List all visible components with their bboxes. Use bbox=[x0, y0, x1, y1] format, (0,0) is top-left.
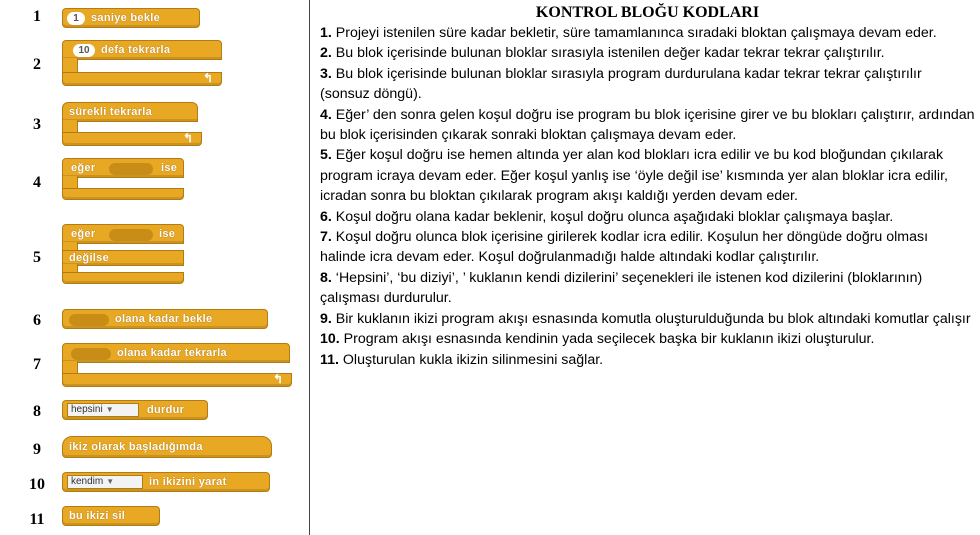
item-number: 2. bbox=[320, 45, 332, 62]
dropdown-value: kendim bbox=[71, 476, 104, 487]
repeat-block-foot bbox=[62, 72, 222, 86]
item-number: 11. bbox=[320, 351, 339, 368]
description-list bbox=[320, 23, 975, 370]
loop-arrow-icon: ↰ bbox=[182, 131, 193, 145]
block-number: 11 bbox=[29, 511, 45, 528]
block-number: 7 bbox=[33, 356, 41, 373]
block-label: olana kadar tekrarla bbox=[117, 347, 227, 359]
item-text: Bir kuklanın ikizi program akışı esnasında komutla oluşturulduğunda bu blok altındaki komutlar çalışır bbox=[331, 310, 971, 327]
delete-clone-block bbox=[62, 506, 160, 526]
forever-block bbox=[62, 102, 198, 122]
block-input-pill: 1 bbox=[67, 12, 85, 25]
list-item bbox=[320, 207, 975, 227]
list-item bbox=[320, 350, 975, 370]
description-column bbox=[320, 3, 975, 370]
repeat-until-block bbox=[62, 343, 290, 363]
list-item bbox=[320, 105, 975, 146]
item-text: Koşul doğru olunca blok içerisine girilerek kodlar icra edilir. Koşulun her döngüde doğru olması halinde icra devam eder. Koşul doğrulanmadığı halde altındaki kodlar çalıştırılır. bbox=[320, 229, 929, 266]
list-item bbox=[320, 64, 975, 105]
item-text: Bu blok içerisinde bulunan bloklar sırasıyla istenilen değer kadar tekrar tekrar çalıştırılır. bbox=[331, 45, 885, 62]
chevron-down-icon: ▼ bbox=[106, 477, 115, 486]
item-number: 8. bbox=[320, 269, 332, 286]
chevron-down-icon: ▼ bbox=[105, 405, 114, 414]
condition-slot bbox=[109, 163, 153, 175]
wait-until-block bbox=[62, 309, 268, 329]
item-text: Eğer’ den sonra gelen koşul doğru ise program bu blok içerisine girer ve bu blokları çalıştırır, ardından bu blok içerisinden çıkarak sonraki bloktan çalışmaya devam eder. bbox=[320, 106, 975, 144]
block-label: in ikizini yarat bbox=[149, 476, 227, 488]
list-item bbox=[320, 43, 975, 63]
item-text: Program akışı esnasında kendinin yada seçilecek başka bir kuklanın ikizi oluşturulur. bbox=[339, 331, 875, 348]
item-number: 4. bbox=[320, 106, 332, 123]
block-input-pill: 10 bbox=[73, 44, 95, 57]
page-title: KONTROL BLOĞU KODLARI bbox=[535, 4, 760, 21]
if-else-block bbox=[62, 224, 184, 244]
condition-slot bbox=[71, 348, 111, 360]
list-item bbox=[320, 329, 975, 349]
forever-block-foot bbox=[62, 132, 202, 146]
if-else-block-foot bbox=[62, 272, 184, 284]
if-else-block-middle bbox=[62, 250, 184, 266]
if-block-foot bbox=[62, 188, 184, 200]
clone-target-dropdown bbox=[67, 475, 143, 489]
block-label: defa tekrarla bbox=[101, 44, 171, 56]
block-label: sürekli tekrarla bbox=[69, 106, 153, 118]
block-number: 8 bbox=[33, 403, 41, 420]
if-block bbox=[62, 158, 184, 178]
block-number: 1 bbox=[33, 8, 41, 25]
block-label: ise bbox=[161, 162, 178, 174]
block-label: durdur bbox=[147, 404, 185, 416]
dropdown-value: hepsini bbox=[71, 404, 103, 415]
item-text: Oluşturulan kukla ikizin silinmesini sağlar. bbox=[338, 351, 604, 368]
item-number: 9. bbox=[320, 310, 332, 327]
list-item bbox=[320, 268, 975, 309]
block-number: 2 bbox=[33, 56, 41, 73]
list-item bbox=[320, 23, 975, 43]
block-number: 3 bbox=[33, 116, 41, 133]
block-label: eğer bbox=[71, 162, 96, 174]
item-number: 3. bbox=[320, 65, 332, 82]
item-text: Bu blok içerisinde bulunan bloklar sırasıyla program durdurulana kadar tekrar tekrar çalıştırılır (sonsuz döngü). bbox=[320, 65, 922, 103]
block-label: olana kadar bekle bbox=[115, 313, 213, 325]
item-text: ‘Hepsini’, ‘bu diziyi’, ’ kuklanın kendi dizilerini’ seçenekleri ile istenen kod dizilerini (bloklarının) çalışması durdurulur. bbox=[320, 269, 923, 307]
stop-option-dropdown bbox=[67, 403, 139, 417]
list-item bbox=[320, 309, 975, 329]
list-item bbox=[320, 145, 975, 206]
create-clone-block bbox=[62, 472, 270, 492]
stop-block bbox=[62, 400, 208, 420]
wait-seconds-block bbox=[62, 8, 200, 28]
condition-slot bbox=[69, 314, 109, 326]
block-label: eğer bbox=[71, 228, 96, 240]
item-number: 10. bbox=[320, 331, 340, 348]
loop-arrow-icon: ↰ bbox=[272, 372, 283, 386]
block-images-column bbox=[0, 0, 310, 535]
repeat-until-block-foot bbox=[62, 373, 292, 387]
block-number: 10 bbox=[29, 476, 45, 493]
block-number: 9 bbox=[33, 441, 41, 458]
item-text: Koşul doğru olana kadar beklenir, koşul doğru olunca aşağıdaki bloklar çalışmaya başlar. bbox=[331, 208, 894, 225]
item-number: 7. bbox=[320, 229, 332, 246]
item-text: Projeyi istenilen süre kadar bekletir, süre tamamlanınca sıradaki bloktan çalışmaya devam eder. bbox=[331, 25, 937, 41]
block-label: ikiz olarak başladığımda bbox=[69, 441, 203, 453]
column-divider bbox=[309, 0, 310, 535]
item-number: 6. bbox=[320, 208, 332, 225]
item-number: 5. bbox=[320, 147, 332, 164]
block-number: 6 bbox=[33, 312, 41, 329]
block-number: 4 bbox=[33, 174, 41, 191]
item-text: Eğer koşul doğru ise hemen altında yer alan kod blokları icra edilir ve bu kod bloğundan çıkılarak program icraya devam eder. Eğer koşul yanlış ise ‘öyle değil ise’ kısmında yer alan bloklar icra edilir, icradan sonra bu bloktan çıkılarak program akışı kaldığı yerden devam eder. bbox=[320, 147, 948, 205]
block-label: değilse bbox=[69, 252, 110, 264]
when-clone-starts-block bbox=[62, 436, 272, 458]
block-number: 5 bbox=[33, 249, 41, 266]
block-label: saniye bekle bbox=[91, 12, 161, 24]
item-number: 1. bbox=[320, 25, 332, 41]
repeat-block bbox=[62, 40, 222, 60]
list-item bbox=[320, 227, 975, 268]
block-label: bu ikizi sil bbox=[69, 510, 126, 522]
loop-arrow-icon: ↰ bbox=[202, 71, 213, 85]
block-label: ise bbox=[159, 228, 176, 240]
condition-slot bbox=[109, 229, 153, 241]
